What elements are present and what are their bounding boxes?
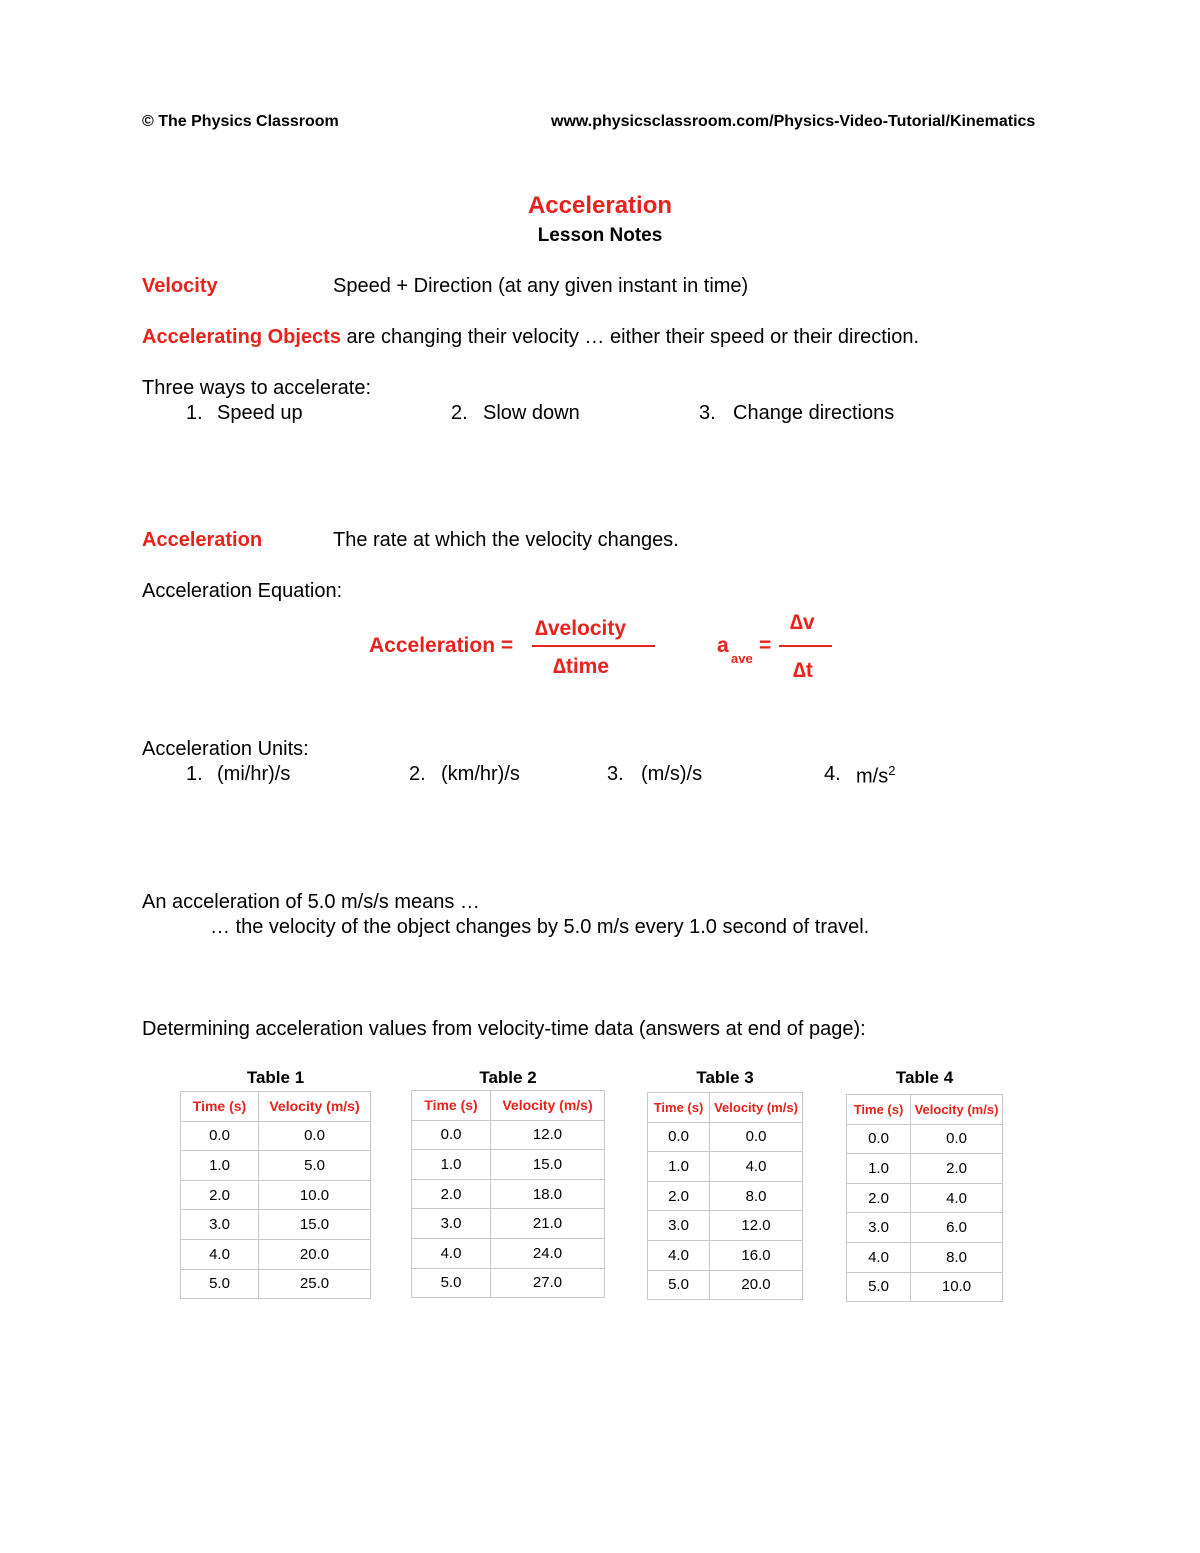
table-header-velocity: Velocity (m/s): [911, 1095, 1003, 1125]
accelerating-objects-term: Accelerating Objects: [142, 326, 341, 348]
time-cell: 1.0: [847, 1154, 911, 1184]
header-copyright: © The Physics Classroom: [142, 113, 339, 130]
table-header-row: [847, 1095, 1003, 1125]
table-row: [181, 1269, 371, 1299]
header-url[interactable]: www.physicsclassroom.com/Physics-Video-Tutorial/Kinematics: [551, 113, 1036, 130]
velocity-cell: 27.0: [491, 1268, 605, 1298]
table-row: [181, 1151, 371, 1181]
units-item-4-num: 4.: [824, 763, 841, 785]
table-row: [181, 1210, 371, 1240]
time-cell: 5.0: [648, 1270, 710, 1300]
table-header-row: [648, 1093, 803, 1123]
table-header-velocity: Velocity (m/s): [259, 1092, 371, 1122]
time-cell: 0.0: [847, 1124, 911, 1154]
table-row: [648, 1181, 803, 1211]
velocity-cell: 16.0: [710, 1240, 803, 1270]
equation-intro: Acceleration Equation:: [142, 580, 343, 602]
velocity-cell: 25.0: [259, 1269, 371, 1299]
velocity-cell: 4.0: [710, 1152, 803, 1182]
velocity-definition: Speed + Direction (at any given instant in time): [333, 275, 749, 297]
table-row: [412, 1238, 605, 1268]
time-cell: 0.0: [181, 1121, 259, 1151]
units-item-1-num: 1.: [186, 763, 203, 785]
velocity-cell: 2.0: [911, 1154, 1003, 1184]
units-item-2-text: (km/hr)/s: [441, 763, 520, 785]
velocity-cell: 15.0: [491, 1150, 605, 1180]
meaning-line-1: An acceleration of 5.0 m/s/s means …: [142, 891, 480, 913]
table-row: [412, 1209, 605, 1239]
table-header-time: Time (s): [412, 1091, 491, 1121]
table-2-title: Table 2: [479, 1068, 537, 1087]
units-item-1-text: (mi/hr)/s: [217, 763, 291, 785]
time-cell: 3.0: [648, 1211, 710, 1241]
time-cell: 0.0: [648, 1122, 710, 1152]
meaning-line-2: … the velocity of the object changes by 5.0 m/s every 1.0 second of travel.: [210, 916, 870, 938]
table-header-time: Time (s): [181, 1092, 259, 1122]
table-4-title: Table 4: [895, 1068, 954, 1087]
table-header-row: [181, 1092, 371, 1122]
velocity-cell: 8.0: [710, 1181, 803, 1211]
time-cell: 4.0: [648, 1240, 710, 1270]
table-header-velocity: Velocity (m/s): [710, 1093, 803, 1123]
time-cell: 1.0: [181, 1151, 259, 1181]
units-item-4-exponent: 2: [888, 763, 896, 778]
time-cell: 2.0: [648, 1181, 710, 1211]
velocity-cell: 20.0: [259, 1239, 371, 1269]
table-header-row: [412, 1091, 605, 1121]
time-cell: 2.0: [181, 1180, 259, 1210]
equation-equals: =: [759, 634, 772, 657]
table-header-time: Time (s): [847, 1095, 911, 1125]
equation-lhs: Acceleration =: [369, 634, 514, 657]
time-cell: 3.0: [847, 1213, 911, 1243]
table-row: [648, 1240, 803, 1270]
time-cell: 4.0: [412, 1238, 491, 1268]
accelerating-objects-text: are changing their velocity … either their speed or their direction.: [340, 326, 920, 348]
velocity-cell: 0.0: [259, 1121, 371, 1151]
time-cell: 1.0: [412, 1150, 491, 1180]
equation-numerator-2: ∆v: [790, 611, 815, 634]
table-row: [181, 1121, 371, 1151]
accelerating-objects-line: [142, 326, 919, 349]
acceleration-term: Acceleration: [142, 529, 263, 551]
table-3: [647, 1092, 803, 1300]
velocity-cell: 0.0: [710, 1122, 803, 1152]
velocity-cell: 18.0: [491, 1179, 605, 1209]
velocity-cell: 0.0: [911, 1124, 1003, 1154]
table-row: [847, 1183, 1003, 1213]
velocity-cell: 4.0: [911, 1183, 1003, 1213]
time-cell: 2.0: [847, 1183, 911, 1213]
velocity-cell: 20.0: [710, 1270, 803, 1300]
table-row: [847, 1154, 1003, 1184]
ways-item-1-text: Speed up: [217, 402, 303, 424]
equation-denominator: ∆time: [553, 655, 610, 678]
velocity-cell: 8.0: [911, 1242, 1003, 1272]
velocity-term: Velocity: [142, 275, 218, 297]
equation-a-subscript: ave: [731, 651, 753, 666]
time-cell: 5.0: [181, 1269, 259, 1299]
table-row: [847, 1242, 1003, 1272]
velocity-cell: 24.0: [491, 1238, 605, 1268]
table-row: [648, 1270, 803, 1300]
equation-numerator: ∆velocity: [535, 617, 627, 640]
page-subtitle: Lesson Notes: [537, 225, 663, 246]
velocity-cell: 21.0: [491, 1209, 605, 1239]
acceleration-definition: The rate at which the velocity changes.: [333, 529, 679, 551]
page-title: Acceleration: [527, 192, 673, 219]
table-row: [412, 1179, 605, 1209]
units-item-3-num: 3.: [607, 763, 624, 785]
units-intro: Acceleration Units:: [142, 738, 309, 760]
ways-item-2-num: 2.: [451, 402, 468, 424]
time-cell: 0.0: [412, 1120, 491, 1150]
ways-item-1-num: 1.: [186, 402, 203, 424]
table-row: [648, 1152, 803, 1182]
table-row: [648, 1211, 803, 1241]
table-1-title: Table 1: [246, 1068, 305, 1087]
table-2: [411, 1090, 605, 1298]
velocity-cell: 12.0: [710, 1211, 803, 1241]
units-item-4-text: m/s: [856, 765, 889, 788]
table-row: [181, 1180, 371, 1210]
units-item-2-num: 2.: [409, 763, 426, 785]
time-cell: 4.0: [181, 1239, 259, 1269]
table-row: [412, 1150, 605, 1180]
ways-intro: Three ways to accelerate:: [142, 377, 371, 399]
velocity-cell: 6.0: [911, 1213, 1003, 1243]
table-row: [847, 1272, 1003, 1302]
table-row: [847, 1213, 1003, 1243]
velocity-cell: 10.0: [911, 1272, 1003, 1302]
table-row: [412, 1268, 605, 1298]
time-cell: 3.0: [412, 1209, 491, 1239]
units-item-4: [856, 763, 895, 789]
velocity-cell: 12.0: [491, 1120, 605, 1150]
velocity-cell: 10.0: [259, 1180, 371, 1210]
equation-a: a: [717, 634, 729, 657]
velocity-cell: 5.0: [259, 1151, 371, 1181]
table-row: [181, 1239, 371, 1269]
ways-item-2-text: Slow down: [483, 402, 580, 424]
equation-fraction-bar: [532, 645, 655, 647]
table-4: [846, 1094, 1003, 1302]
time-cell: 5.0: [412, 1268, 491, 1298]
units-item-3-text: (m/s)/s: [641, 763, 703, 785]
table-header-time: Time (s): [648, 1093, 710, 1123]
velocity-cell: 15.0: [259, 1210, 371, 1240]
equation-fraction-bar-2: [779, 645, 832, 647]
table-3-title: Table 3: [696, 1068, 754, 1087]
ways-item-3-num: 3.: [699, 402, 716, 424]
time-cell: 3.0: [181, 1210, 259, 1240]
table-row: [648, 1122, 803, 1152]
determining-text: Determining acceleration values from velocity-time data (answers at end of page):: [142, 1018, 866, 1040]
table-row: [847, 1124, 1003, 1154]
time-cell: 5.0: [847, 1272, 911, 1302]
time-cell: 1.0: [648, 1152, 710, 1182]
equation-denominator-2: ∆t: [793, 659, 813, 682]
table-row: [412, 1120, 605, 1150]
time-cell: 4.0: [847, 1242, 911, 1272]
table-header-velocity: Velocity (m/s): [491, 1091, 605, 1121]
table-1: [180, 1091, 371, 1299]
ways-item-3-text: Change directions: [733, 402, 895, 424]
time-cell: 2.0: [412, 1179, 491, 1209]
